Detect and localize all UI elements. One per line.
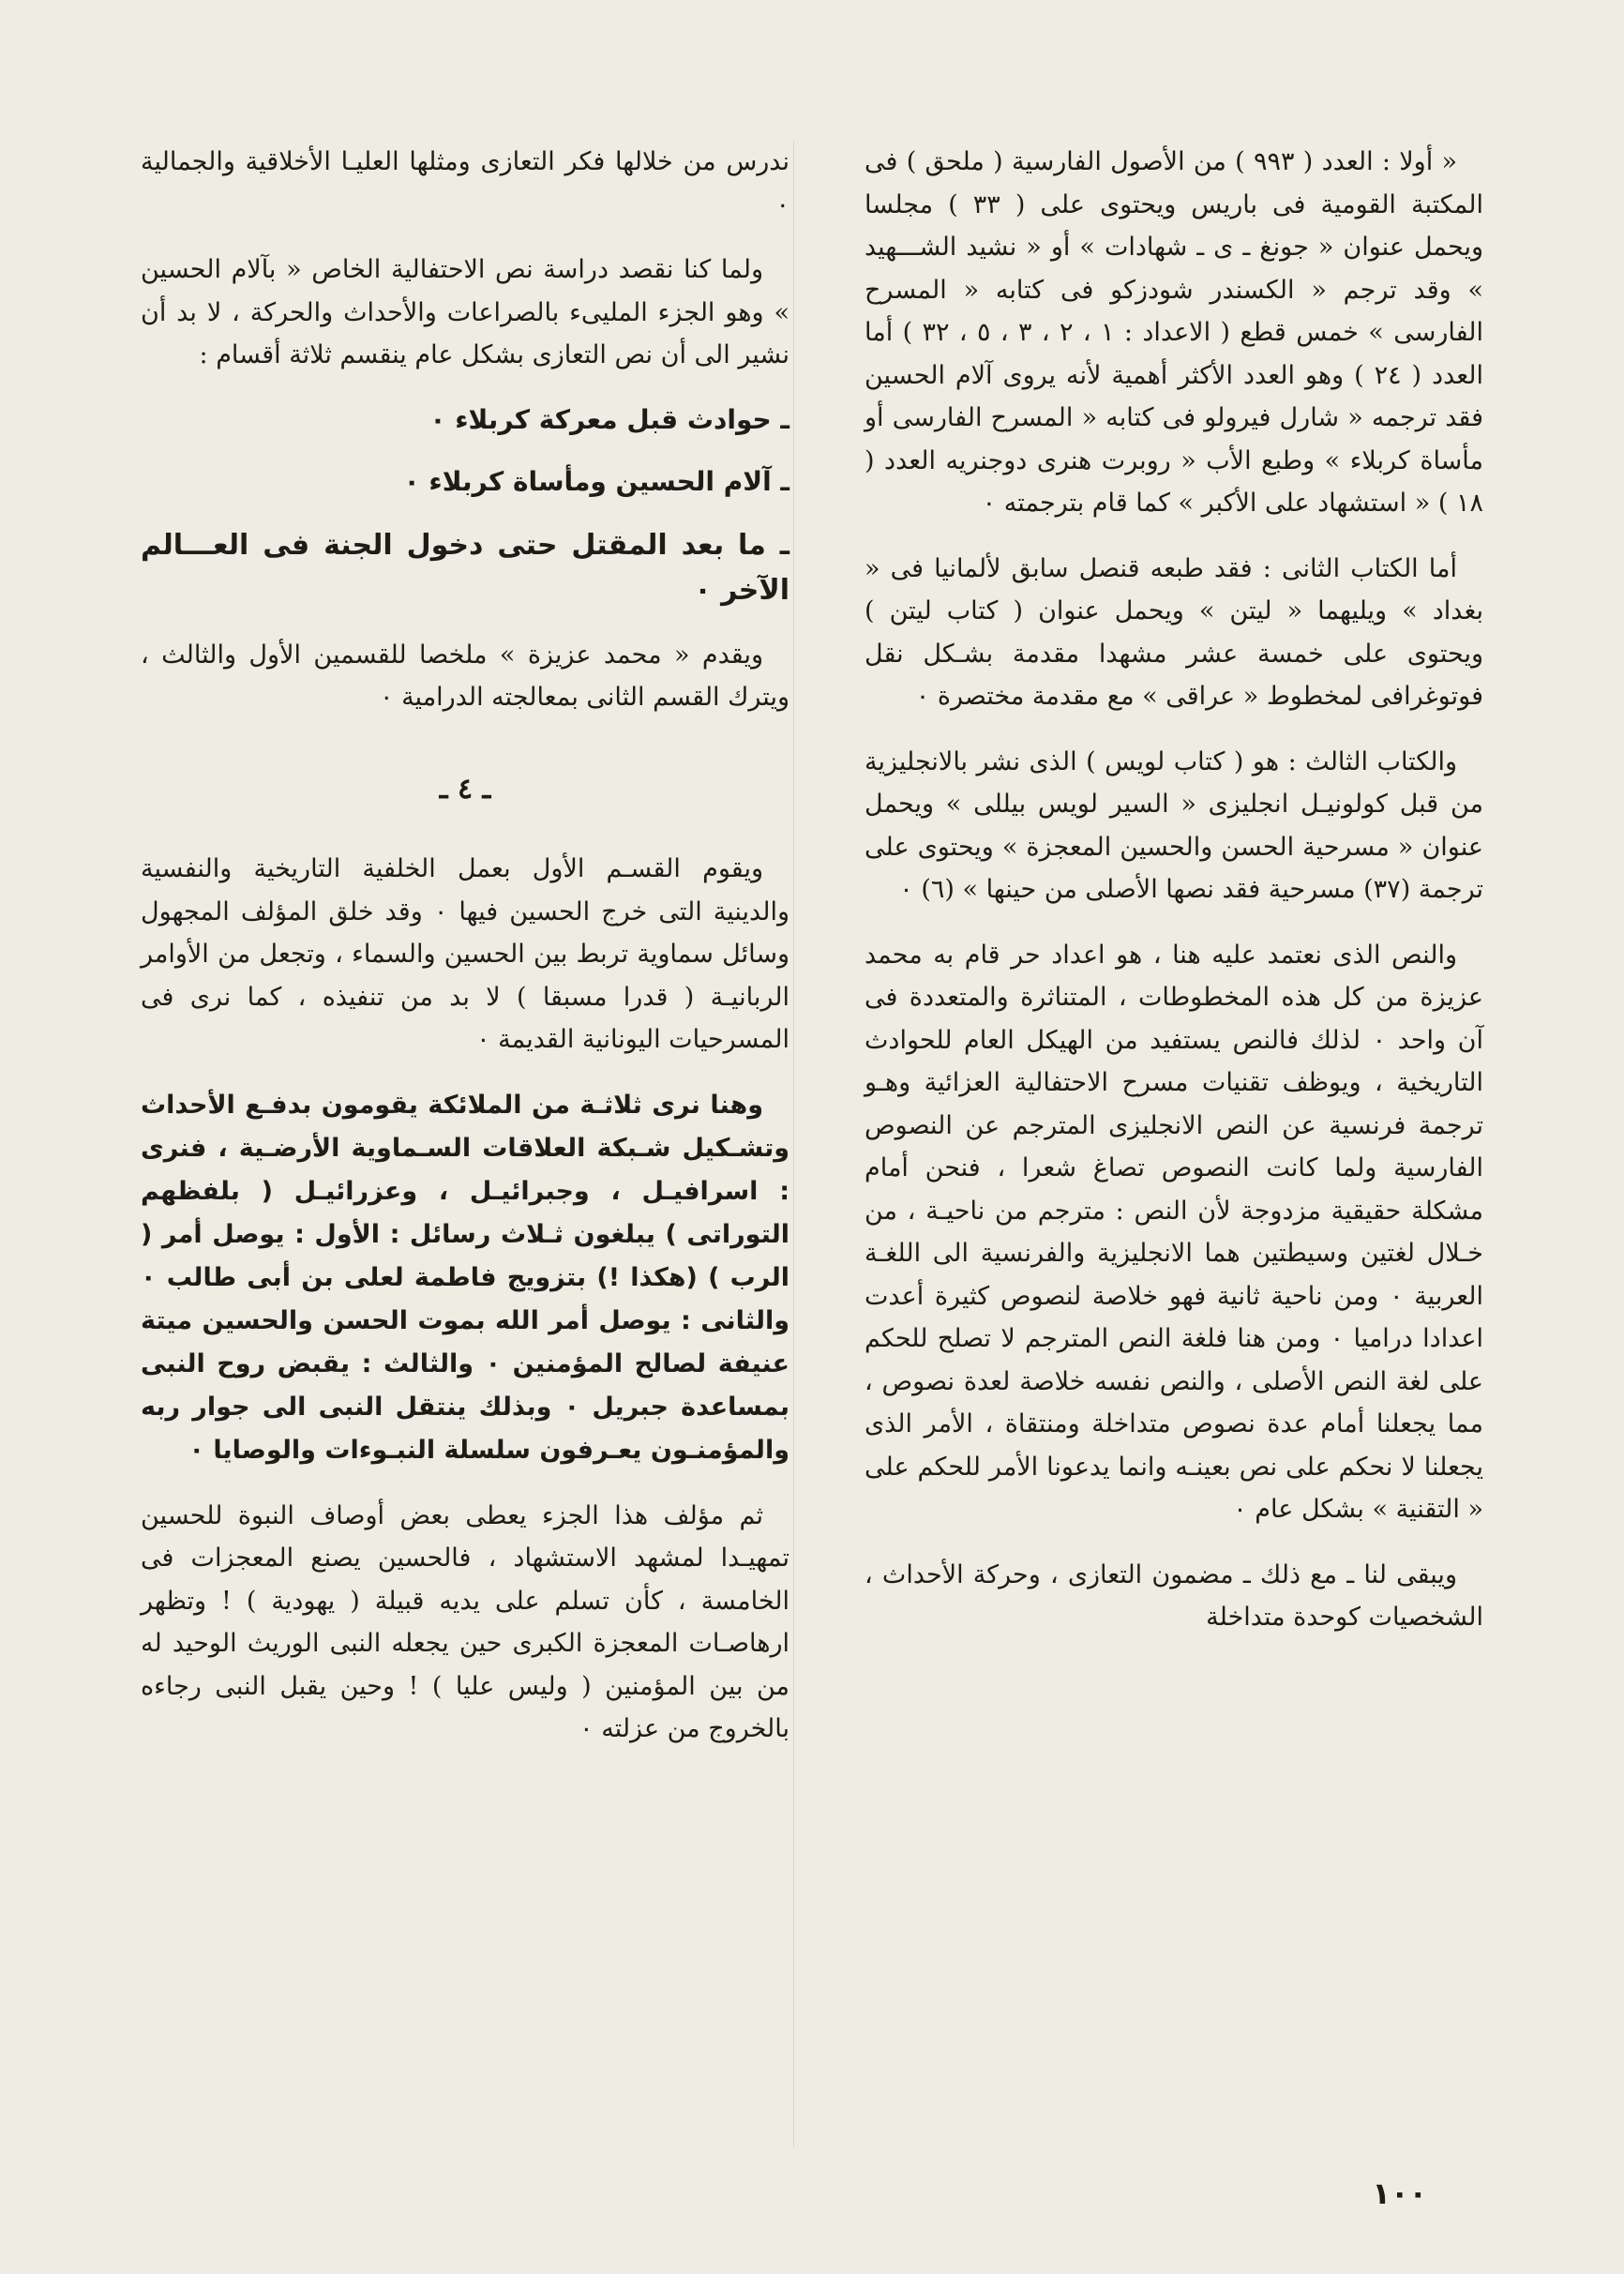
paragraph-continued: ويبقى لنا ـ مع ذلك ـ مضمون التعازى ، وحركة الأحداث ، الشخصيات كوحدة متداخلة [865,1559,1483,1632]
paragraph-manuscript-1: « أولا : العدد ( ٩٩٣ ) من الأصول الفارسية ( ملحق ) فى المكتبة القومية فى باريس ويحتوى على ( ٣٣ ) مجلسا ويحمل عنوان « جونغ ـ ى ـ شهادات » أو « نشيد الشـــهيد » وقد ترجم « الكسندر شودزكو فى كتابه « المسرح الفارسى » خمس قطع ( الاعداد : ١ ، ٢ ، ٣ ، ٥ ، ٣٢ ) أما العدد ( ٢٤ ) وهو العدد الأكثر أهمية لأنه يروى آلام الحسين فقد ترجمه « شارل فيرولو فى كتابه « المسرح الفارسى أو مأساة كربلاء » وطبع الأب « روبرت هنرى دوجنريه العدد ( ١٨ ) « استشهاد على الأكبر » كما قام بترجمته ٠ [865,147,1483,518]
page-number: ١٠٠ [1372,2176,1427,2211]
right-column [865,141,1483,1662]
section-number: ـ ٤ ـ [439,772,491,806]
list-item-section-1: ـ حوادث قبل معركة كربلاء ٠ [429,403,789,435]
paragraph-first-section: ويقوم القسـم الأول بعمل الخلفية التاريخية والنفسية والدينية التى خرج الحسين فيها ٠ وقد خلق المؤلف المجهول وسائل سماوية تربط بين الحسين والسماء ، وتجعل من الأوامر الربانيـة ( قدرا مسبقا ) لا بد من تنفيذه ، كما نرى فى المسرحيات اليونانية القديمة ٠ [141,854,789,1054]
paragraph-sections-intro: ولما كنا نقصد دراسة نص الاحتفالية الخاص « بآلام الحسين » وهو الجزء المليىء بالصراعات والأحداث والحركة ، لا بد أن نشير الى أن نص التعازى بشكل عام ينقسم ثلاثة أقسام : [141,255,789,369]
list-item-section-2: ـ آلام الحسين ومأساة كربلاء ٠ [403,465,789,497]
paragraph-intro: ندرس من خلالها فكر التعازى ومثلها العليـا الأخلاقية والجمالية ٠ [141,147,789,219]
paragraph-angels: وهنا نرى ثلاثـة من الملائكة يقومون بدفـع الأحداث وتشـكيل شـبكة العلاقات السـماوية الأرضـية ، فنرى : اسرافيـل ، وجبرائيـل ، وعزرائيـل ( بلفظهم التوراتى ) يبلغون ثـلاث رسائل : الأول : يوصل أمر ( الرب ) (هكذا !) بتزويج فاطمة لعلى بن أبى طالب ٠ والثانى : يوصل أمر الله بموت الحسن والحسين ميتة عنيفة لصالح المؤمنين ٠ والثالث : يقبض روح النبى بمساعدة جبريل ٠ وبذلك ينتقل النبى الى جوار ربه والمؤمنـون يعـرفون سلسلة النبـوءات والوصايا ٠ [141,1090,789,1465]
paragraph-summary: ويقدم « محمد عزيزة » ملخصا للقسمين الأول والثالث ، ويترك القسم الثانى بمعالجته الدرامية ٠ [141,640,789,712]
paragraph-manuscript-3: والكتاب الثالث : هو ( كتاب لويس ) الذى نشر بالانجليزية من قبل كولونيـل انجليزى « السير لويس بيللى » ويحمل عنوان « مسرحية الحسن والحسين المعجزة » ويحتوى على ترجمة (٣٧) مسرحية فقد نصها الأصلى من حينها » (٦) ٠ [865,746,1483,904]
paragraph-prophecy: ثم مؤلف هذا الجزء يعطى بعض أوصاف النبوة للحسين تمهيـدا لمشهد الاستشهاد ، فالحسين يصنع المعجزات فى الخامسة ، كأن تسلم على يديه قبيلة ( يهودية ) ! وتظهر ارهاصـات المعجزة الكبرى حين يجعله النبى الوريث الوحيد له من بين المؤمنين ( وليس عليا ) ! وحين يقبل النبى رجاءه بالخروج من عزلته ٠ [141,1500,789,1743]
left-column [141,141,789,1773]
paragraph-text-source: والنص الذى نعتمد عليه هنا ، هو اعداد حر قام به محمد عزيزة من كل هذه المخطوطات ، المتناثرة والمتعددة فى آن واحد ٠ لذلك فالنص يستفيد من الهيكل العام للحوادث التاريخية ، ويوظف تقنيات مسرح الاحتفالية العزائية وهـو ترجمة فرنسية عن النص الانجليزى المترجم عن النصوص الفارسية ولما كانت النصوص تصاغ شعرا ، فنحن أمام مشكلة حقيقية مزدوجة لأن النص : مترجم من ناحيـة ، من خـلال لغتين وسيطتين هما الانجليزية والفرنسية الى اللغـة العربية ٠ ومن ناحية ثانية فهو خلاصة لنصوص كثيرة أعدت اعدادا دراميا ٠ ومن هنا فلغة النص المترجم لا تصلح للحكم على لغة النص الأصلى ، والنص نفسه خلاصة لعدة نصوص ، مما يجعلنا أمام عدة نصوص متداخلة ومنتقاة ، الأمر الذى يجعلنا لا نحكم على نص بعينـه وانما يدعونا الأمر للحكم على « التقنية » بشكل عام ٠ [865,940,1483,1524]
paragraph-manuscript-2: أما الكتاب الثانى : فقد طبعه قنصل سابق لألمانيا فى « بغداد » ويليهما « ليتن » ويحمل عنوان ( كتاب ليتن ) ويحتوى على خمسة عشر مشهدا مقدمة بشـكل نقل فوتوغرافى لمخطوط « عراقى » مع مقدمة مختصرة ٠ [865,553,1483,711]
column-gutter [793,141,794,2147]
list-item-section-3: ـ ما بعد المقتل حتى دخول الجنة فى العـــالم الآخر ٠ [141,528,789,607]
